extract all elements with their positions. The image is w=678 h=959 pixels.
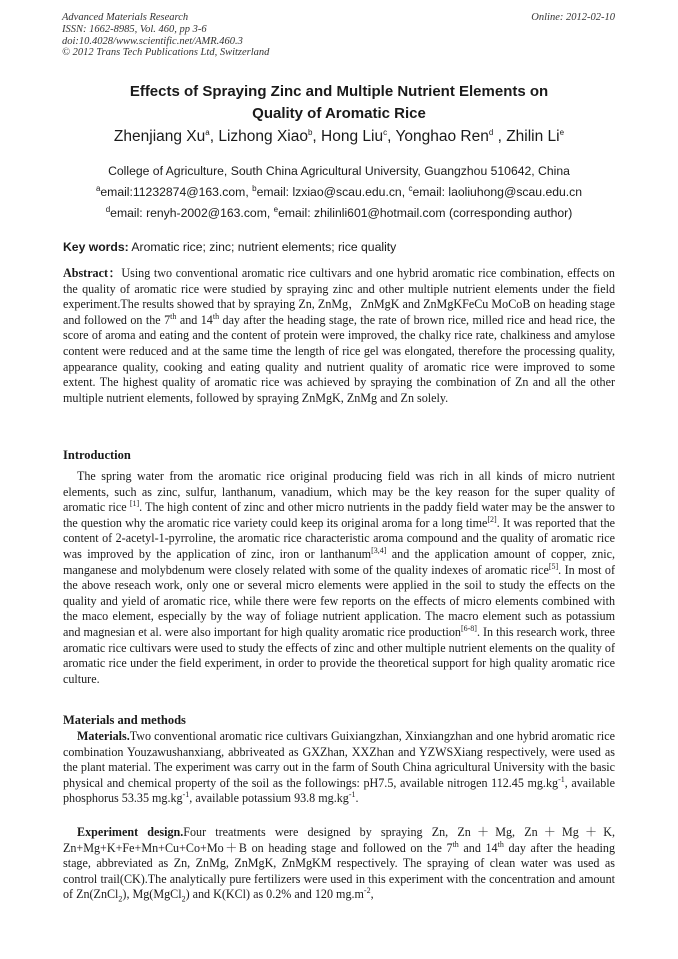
introduction-heading: Introduction (63, 448, 131, 462)
methods-text: Two conventional aromatic rice cultivars Guixiangzhan, Xinxiangzhan and one hybrid aromatic rice combination Youzawushanxiang, abbriveated as GXZhan, XXZhan and YZWSXiang respectively, were used as the plant material. The experiment was carry out in the farm of South China agricultural University with the basic physical and chemical property of the soil as the followings: pH7.5, available nitrogen 112.45 mg.kg (63, 729, 615, 790)
design-paragraph (63, 825, 615, 903)
superscript: -1 (348, 790, 356, 800)
design-label: Experiment design. (77, 825, 184, 839)
abstract-text: day after the heading stage, the rate of brown rice, milled rice and head rice, the score of aroma and eating and the content of protein were improved, the chalky rice rate, chalkiness and amylose content were reduced and at the same time the length of rice gel was elongated, therefore the processing quality, appearance quality, cooking and eating quality and nutrient quality of aromatic rice were improved to some extent. The highest quality of aromatic rice was achieved by spraying the combination of Zn and all the other multiple nutrient elements, followed by spraying ZnMgK, ZnMg and Zn solely. (63, 312, 615, 405)
author-affil-mark: c (383, 127, 388, 137)
email-mark: d (105, 204, 111, 214)
citation[interactable]: [3,4] (371, 545, 387, 555)
author-name: Yonghao Ren (395, 128, 489, 145)
email-mark: e (273, 204, 279, 214)
intro-text: . It was reported that the content of 2-acetyl-1-pyrroline, the aromatic rice characteristic aroma compound and the quality of aromatic rice was improved by the application of zinc, iron or lanthanum (63, 515, 615, 561)
author-name: Zhenjiang Xu (113, 128, 206, 145)
author-separator: , (387, 128, 396, 145)
keywords-label: Key words: (63, 240, 129, 254)
intro-text: The spring water from the aromatic rice original producing field was rich in all kinds of micro nutrient elements, such as zinc, sulfur, lanthanum, vanadium, which may be the key reason for the super quality of aromatic rice (63, 469, 615, 515)
methods-heading: Materials and methods (63, 713, 186, 727)
keywords-text: Aromatic rice; zinc; nutrient elements; rice quality (128, 240, 397, 254)
superscript: th (497, 839, 504, 849)
citation[interactable]: [1] (129, 499, 140, 509)
citation[interactable]: [6-8] (460, 623, 477, 633)
abstract (63, 266, 615, 406)
issn-line: ISSN: 1662-8985, Vol. 460, pp 3-6 (62, 23, 207, 35)
superscript: -1 (558, 774, 565, 784)
title-line-1: Effects of Spraying Zinc and Multiple Nutrient Elements on (129, 83, 549, 100)
email-d[interactable]: email: renyh-2002@163.com, (110, 206, 274, 220)
citation[interactable]: [5] (548, 561, 559, 571)
author-separator: , (493, 128, 507, 145)
email-b[interactable]: email: lzxiao@scau.edu.cn, (256, 185, 409, 199)
abstract-label: Abstract (63, 266, 109, 280)
paper-title (63, 81, 615, 125)
superscript: -1 (182, 790, 190, 800)
title-line-2: Quality of Aromatic Rice (252, 105, 426, 122)
abstract-text: and 14 (176, 312, 213, 327)
author-affil-mark: b (307, 127, 313, 137)
doi-line[interactable]: doi:10.4028/www.scientific.net/AMR.460.3 (62, 35, 243, 47)
intro-text: . In most of the above reseach work, only one or several micro elements were applied in the soil to study the effects on the quality and yield of aromatic rice, while there were few reports on the effects of micro elements combined with the maco element, especially by the way of foliage nutrient application. The macro element such as potassium and magnesian et al. were also important for high quality aromatic rice production (63, 562, 615, 639)
author-separator: , (209, 128, 219, 145)
methods-text: ) and K(KCl) as 0.2% and 120 mg.m (185, 887, 364, 902)
citation[interactable]: [2] (487, 514, 497, 524)
superscript: th (212, 311, 220, 321)
email-mark: c (408, 183, 413, 193)
email-mark: a (95, 183, 101, 193)
introduction-paragraph (63, 469, 615, 687)
materials-label: Materials. (77, 729, 130, 743)
author-list (63, 126, 615, 148)
keywords (63, 240, 615, 254)
methods-text: , available phosphorus 53.35 mg.kg (63, 775, 615, 806)
email-line-1 (63, 185, 615, 200)
methods-text: Four treatments were designed by spraying Zn, Zn＋Mg, Zn＋Mg＋K, Zn+Mg+K+Fe+Mn+Cu+Co+Mo＋B on heading stage and followed on the 7 (63, 825, 615, 855)
abstract-colon: ： (108, 266, 122, 280)
email-c[interactable]: email: laoliuhong@scau.edu.cn (412, 185, 583, 199)
affiliation: College of Agriculture, South China Agricultural University, Guangzhou 510642, China (108, 164, 570, 178)
author-affil-mark: e (559, 127, 565, 137)
email-line-2 (63, 206, 615, 221)
superscript: -2 (363, 886, 371, 896)
materials-paragraph (63, 729, 615, 807)
subscript: 2 (181, 894, 186, 904)
methods-text: ), Mg(MgCl (122, 887, 182, 902)
methods-text: . (355, 791, 359, 806)
subscript: 2 (118, 894, 123, 904)
email-mark: b (252, 183, 257, 193)
email-e[interactable]: email: zhilinli601@hotmail.com (corresponding author) (278, 206, 573, 220)
abstract-text: Using two conventional aromatic rice cultivars and one hybrid aromatic rice combination, effects on the quality of aromatic rice were studied by spraying zinc and other multiple nutrient elements under the field experiment.The results showed that by spraying Zn, ZnMg，ZnMgK and ZnMgKFeCu MoCoB on heading stage and followed on the 7 (63, 266, 615, 327)
superscript: th (452, 839, 459, 849)
email-a[interactable]: email:11232874@163.com, (100, 185, 253, 199)
methods-text: , (370, 887, 374, 902)
author-name: Lizhong Xiao (218, 128, 308, 145)
author-name: Hong Liu (321, 128, 384, 145)
methods-text: , available potassium 93.8 mg.kg (189, 791, 349, 806)
intro-text: . The high content of zinc and other micro nutrients in the paddy field water may be the answer to the question why the aromatic rice variety could keep its original aroma for a long time (63, 500, 615, 530)
superscript: th (170, 311, 177, 321)
copyright-line: © 2012 Trans Tech Publications Ltd, Switzerland (62, 47, 270, 59)
online-date: Online: 2012-02-10 (531, 12, 615, 23)
author-affil-mark: d (488, 127, 494, 137)
author-separator: , (312, 128, 322, 145)
methods-text: and 14 (458, 840, 498, 855)
author-affil-mark: a (205, 127, 210, 137)
author-name: Zhilin Li (506, 128, 560, 145)
journal-name: Advanced Materials Research (62, 12, 189, 23)
methods-text: day after the heading stage, abbreviated as Zn, ZnMg, ZnMgK, ZnMgKM respectively. The spraying of clean water was used as control trail(CK).The analytically pure fertilizers were used in this experiment with the concentration and amount of Zn(ZnCl (63, 840, 616, 902)
intro-text: and the application amount of copper, znic, manganese and molybdenum were closely related with some of the quality indexes of aromatic rice (63, 546, 615, 577)
journal-header (62, 12, 462, 59)
intro-text: . In this research work, three aromatic rice cultivars were used to study the effects of zinc and other multiple nutrient elements on the quality of aromatic rice under the field experiment, in order to provide the theoretical support for high quality aromatic rice culture. (63, 624, 615, 686)
